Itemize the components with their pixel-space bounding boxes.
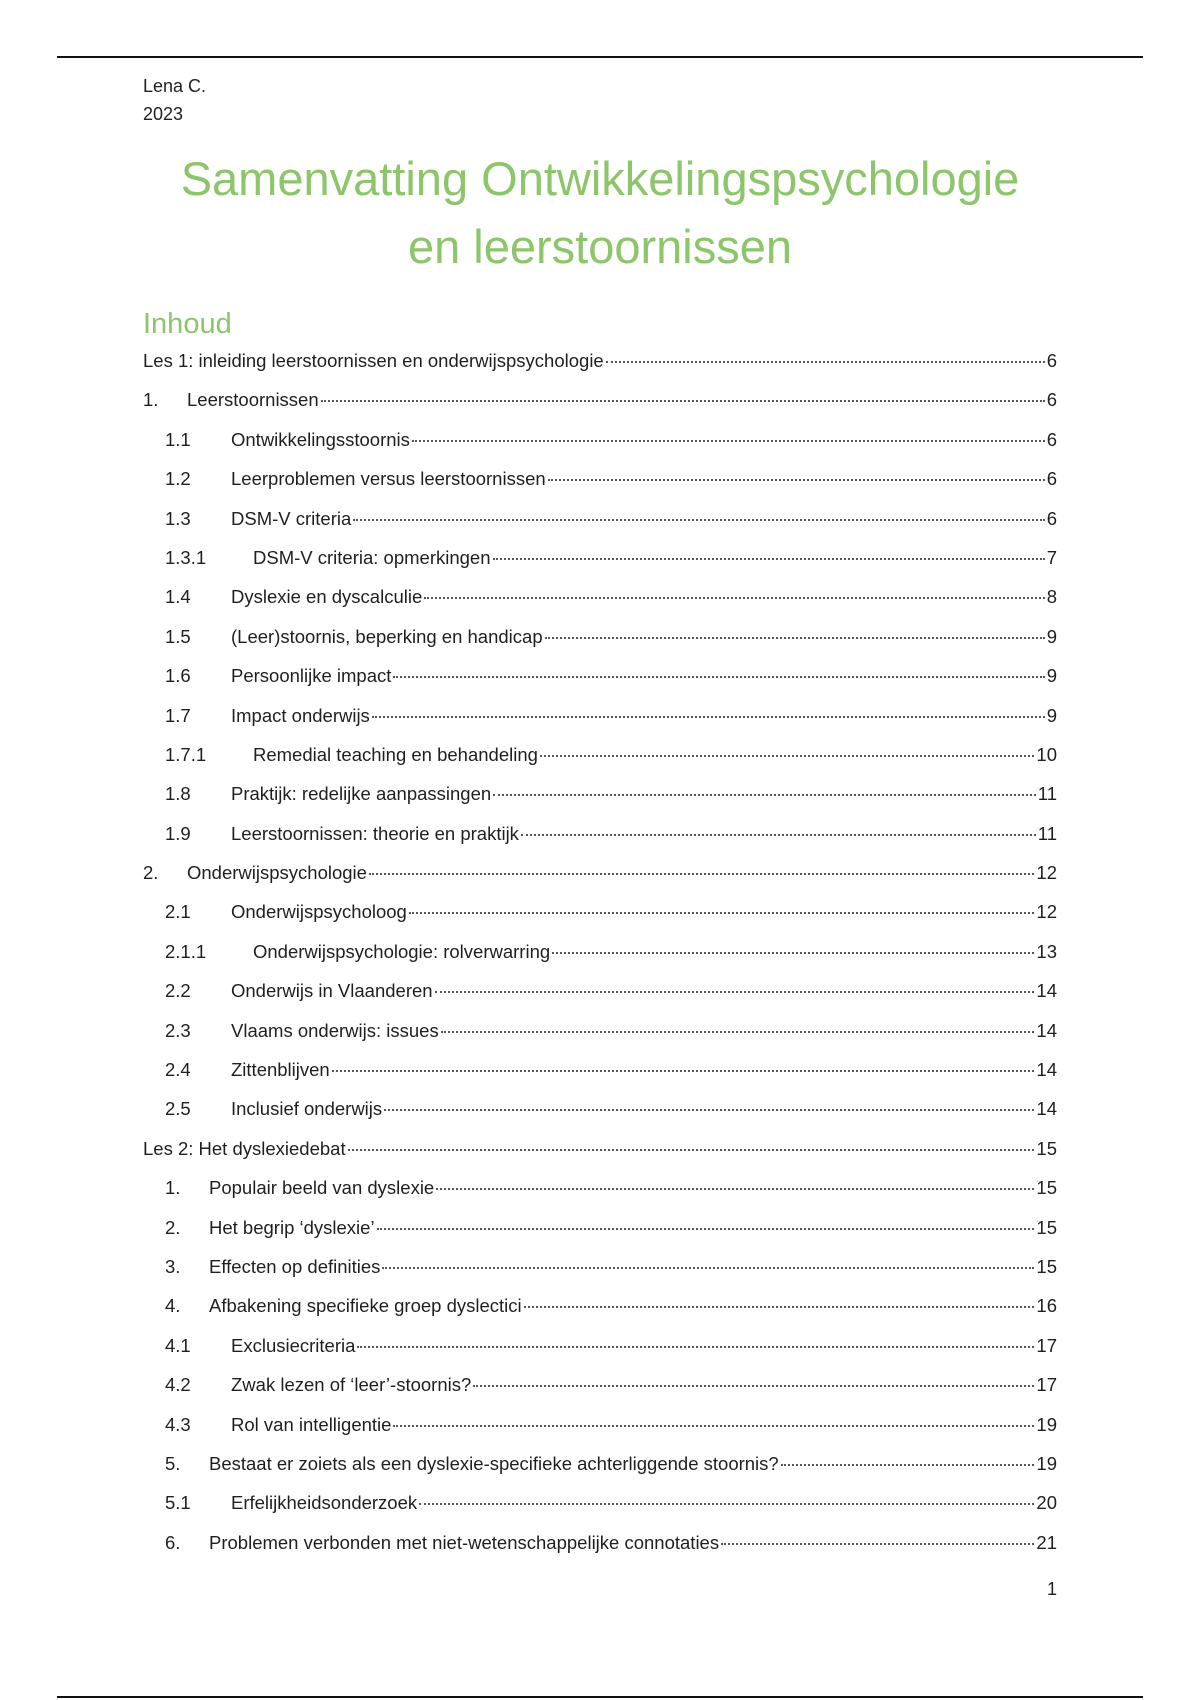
toc-entry[interactable]: [143, 499, 1057, 538]
toc-entry-title: Remedial teaching en behandeling: [253, 743, 538, 765]
toc-entry-number: 4.1: [165, 1334, 191, 1356]
toc-entry-title: Rol van intelligentie: [231, 1413, 392, 1435]
toc-entry-title: Effecten op definities: [209, 1255, 381, 1277]
toc-dot-leader: [524, 1306, 1035, 1308]
toc-entry-page: 15: [1036, 1177, 1057, 1199]
toc-entry-number: 1.7: [165, 704, 191, 726]
toc-dot-leader: [353, 519, 1044, 521]
toc-entry-number: 4.2: [165, 1374, 191, 1396]
toc-dot-leader: [441, 1031, 1035, 1033]
toc-entry[interactable]: [143, 1129, 1057, 1168]
toc-dot-leader: [384, 1109, 1034, 1111]
document-meta: [143, 72, 206, 128]
toc-entry[interactable]: [143, 1247, 1057, 1286]
toc-entry[interactable]: [143, 459, 1057, 498]
toc-dot-leader: [545, 637, 1045, 639]
toc-dot-leader: [409, 912, 1035, 914]
toc-dot-leader: [493, 558, 1045, 560]
toc-entry-number: 1.: [143, 389, 159, 411]
toc-entry-title: Exclusiecriteria: [231, 1334, 356, 1356]
toc-entry-number: 1.7.1: [165, 743, 207, 765]
toc-entry[interactable]: [143, 1523, 1057, 1562]
toc-dot-leader: [435, 991, 1035, 993]
toc-entry[interactable]: [143, 1011, 1057, 1050]
toc-entry-number: 1.: [165, 1177, 181, 1199]
toc-entry[interactable]: [143, 696, 1057, 735]
page-number: 1: [1046, 1579, 1057, 1599]
toc-entry[interactable]: [143, 774, 1057, 813]
toc-dot-leader: [372, 716, 1045, 718]
toc-entry-title: DSM-V criteria: [231, 507, 352, 529]
document-title: [120, 145, 1080, 281]
toc-entry-title: Erfelijkheidsonderzoek: [231, 1492, 418, 1514]
toc-entry-number: 4.: [165, 1295, 181, 1317]
toc-entry-number: 1.9: [165, 822, 191, 844]
toc-entry-title: Onderwijspsychologie: [187, 862, 367, 884]
toc-entry[interactable]: [143, 1444, 1057, 1483]
toc-entry[interactable]: [143, 1089, 1057, 1128]
toc-dot-leader: [321, 400, 1045, 402]
toc-entry-number: 1.1: [165, 428, 191, 450]
toc-dot-leader: [473, 1385, 1034, 1387]
toc-entry-title: Afbakening specifieke groep dyslectici: [209, 1295, 522, 1317]
toc-entry-title: Problemen verbonden met niet-wetenschappelijke connotaties: [209, 1531, 720, 1553]
toc-entry[interactable]: [143, 538, 1057, 577]
toc-entry[interactable]: [143, 892, 1057, 931]
toc-entry-page: 17: [1036, 1374, 1057, 1396]
toc-entry-number: 3.: [165, 1255, 181, 1277]
toc-entry[interactable]: [143, 1286, 1057, 1325]
toc-entry-title: Zittenblijven: [231, 1059, 330, 1081]
toc-entry[interactable]: [143, 341, 1057, 380]
toc-entry-number: 2.3: [165, 1019, 191, 1041]
toc-entry[interactable]: [143, 1365, 1057, 1404]
toc-entry-page: 14: [1036, 1059, 1057, 1081]
toc-entry-title: Onderwijs in Vlaanderen: [231, 980, 433, 1002]
toc-entry[interactable]: [143, 1326, 1057, 1365]
toc-entry-page: 17: [1036, 1334, 1057, 1356]
author-name: Lena C.: [143, 76, 207, 96]
toc-entry[interactable]: [143, 1405, 1057, 1444]
toc-entry-number: 2.4: [165, 1059, 191, 1081]
toc-entry-number: 1.8: [165, 783, 191, 805]
toc-entry-page: 14: [1036, 980, 1057, 1002]
toc-entry-page: 11: [1037, 822, 1057, 844]
toc-entry[interactable]: [143, 814, 1057, 853]
toc-entry-title: Onderwijspsychologie: rolverwarring: [253, 940, 551, 962]
toc-entry-number: 2.1: [165, 901, 191, 923]
toc-entry-page: 6: [1046, 507, 1057, 529]
toc-entry[interactable]: [143, 853, 1057, 892]
toc-entry-page: 10: [1036, 743, 1057, 765]
toc-entry-title: Onderwijspsycholoog: [231, 901, 407, 923]
toc-entry-page: 15: [1036, 1255, 1057, 1277]
toc-entry-title: Populair beeld van dyslexie: [209, 1177, 435, 1199]
toc-dot-leader: [357, 1346, 1034, 1348]
toc-entry-title: Impact onderwijs: [231, 704, 370, 726]
toc-heading: Inhoud: [143, 308, 232, 340]
toc-entry-title: Het begrip ‘dyslexie’: [209, 1216, 375, 1238]
toc-dot-leader: [393, 676, 1044, 678]
toc-dot-leader: [424, 597, 1044, 599]
toc-entry-page: 6: [1046, 350, 1057, 371]
toc-entry-page: 14: [1036, 1019, 1057, 1041]
document-year: 2023: [143, 104, 184, 124]
toc-entry-page: 7: [1046, 546, 1057, 568]
toc-dot-leader: [552, 952, 1034, 954]
toc-entry-number: 2.: [143, 862, 159, 884]
toc-entry-title: Dyslexie en dyscalculie: [231, 586, 423, 608]
toc-entry-page: 11: [1037, 783, 1057, 805]
toc-entry-page: 8: [1046, 586, 1057, 608]
toc-entry[interactable]: [143, 1483, 1057, 1522]
toc-entry-number: 1.5: [165, 625, 191, 647]
toc-entry[interactable]: [143, 420, 1057, 459]
toc-entry-number: 5.: [165, 1452, 181, 1474]
toc-dot-leader: [436, 1188, 1034, 1190]
title-line-1: Samenvatting Ontwikkelingspsychologie: [180, 152, 1020, 205]
toc-entry-page: 21: [1036, 1531, 1057, 1553]
toc-entry-number: 2.: [165, 1216, 181, 1238]
toc-entry-number: 1.2: [165, 468, 191, 490]
table-of-contents: [143, 341, 1057, 1562]
toc-entry-number: 2.2: [165, 980, 191, 1002]
toc-entry-title: Les 2: Het dyslexiedebat: [143, 1137, 346, 1159]
toc-dot-leader: [781, 1464, 1035, 1466]
toc-entry-title: Leerproblemen versus leerstoornissen: [231, 468, 546, 490]
toc-entry[interactable]: [143, 735, 1057, 774]
toc-entry-page: 15: [1036, 1137, 1057, 1159]
toc-entry[interactable]: [143, 1050, 1057, 1089]
toc-entry[interactable]: [143, 932, 1057, 971]
toc-entry-page: 19: [1036, 1452, 1057, 1474]
header-rule: [57, 56, 1143, 58]
toc-dot-leader: [369, 873, 1034, 875]
toc-entry-page: 14: [1036, 1098, 1057, 1120]
toc-dot-leader: [419, 1503, 1034, 1505]
toc-entry-title: Inclusief onderwijs: [231, 1098, 383, 1120]
toc-entry-page: 15: [1036, 1216, 1057, 1238]
toc-entry[interactable]: [143, 1208, 1057, 1247]
toc-entry-number: 1.6: [165, 665, 191, 687]
toc-entry-page: 12: [1036, 862, 1057, 884]
toc-dot-leader: [332, 1070, 1035, 1072]
toc-entry-number: 2.1.1: [165, 940, 207, 962]
toc-entry-number: 4.3: [165, 1413, 191, 1435]
toc-entry-page: 6: [1046, 428, 1057, 450]
toc-dot-leader: [348, 1149, 1035, 1151]
toc-dot-leader: [606, 361, 1045, 363]
toc-dot-leader: [377, 1228, 1035, 1230]
toc-dot-leader: [493, 794, 1036, 796]
toc-entry-page: 6: [1046, 389, 1057, 411]
toc-entry-title: Ontwikkelingsstoornis: [231, 428, 410, 450]
toc-dot-leader: [382, 1267, 1034, 1269]
toc-entry-page: 9: [1046, 704, 1057, 726]
toc-entry-page: 20: [1036, 1492, 1057, 1514]
toc-entry-title: Vlaams onderwijs: issues: [231, 1019, 439, 1041]
toc-dot-leader: [412, 440, 1045, 442]
toc-entry-title: Praktijk: redelijke aanpassingen: [231, 783, 492, 805]
toc-dot-leader: [540, 755, 1035, 757]
toc-entry-number: 5.1: [165, 1492, 191, 1514]
toc-entry-page: 9: [1046, 625, 1057, 647]
toc-entry-page: 13: [1036, 940, 1057, 962]
toc-entry-title: Persoonlijke impact: [231, 665, 392, 687]
toc-entry-number: 1.3.1: [165, 546, 207, 568]
toc-dot-leader: [721, 1543, 1034, 1545]
toc-entry-title: Les 1: inleiding leerstoornissen en onderwijspsychologie: [143, 350, 604, 371]
toc-entry-title: DSM-V criteria: opmerkingen: [253, 546, 491, 568]
toc-dot-leader: [548, 479, 1045, 481]
toc-entry-title: Leerstoornissen: [187, 389, 319, 411]
toc-entry[interactable]: [143, 617, 1057, 656]
toc-entry-page: 19: [1036, 1413, 1057, 1435]
toc-entry-title: Zwak lezen of ‘leer’-stoornis?: [231, 1374, 472, 1396]
toc-dot-leader: [521, 834, 1036, 836]
toc-entry[interactable]: [143, 971, 1057, 1010]
toc-entry[interactable]: [143, 577, 1057, 616]
toc-entry-page: 12: [1036, 901, 1057, 923]
toc-entry-page: 6: [1046, 468, 1057, 490]
toc-entry-title: Bestaat er zoiets als een dyslexie-specifieke achterliggende stoornis?: [209, 1452, 779, 1474]
footer-rule: [57, 1696, 1143, 1698]
toc-entry-title: Leerstoornissen: theorie en praktijk: [231, 822, 519, 844]
toc-dot-leader: [393, 1425, 1034, 1427]
toc-entry-title: (Leer)stoornis, beperking en handicap: [231, 625, 543, 647]
toc-entry-page: 9: [1046, 665, 1057, 687]
title-line-2: en leerstoornissen: [407, 220, 793, 273]
toc-entry-number: 6.: [165, 1531, 181, 1553]
toc-entry-page: 16: [1036, 1295, 1057, 1317]
toc-entry-number: 1.4: [165, 586, 191, 608]
toc-entry[interactable]: [143, 380, 1057, 419]
toc-entry[interactable]: [143, 1168, 1057, 1207]
toc-entry[interactable]: [143, 656, 1057, 695]
toc-entry-number: 2.5: [165, 1098, 191, 1120]
toc-entry-number: 1.3: [165, 507, 191, 529]
